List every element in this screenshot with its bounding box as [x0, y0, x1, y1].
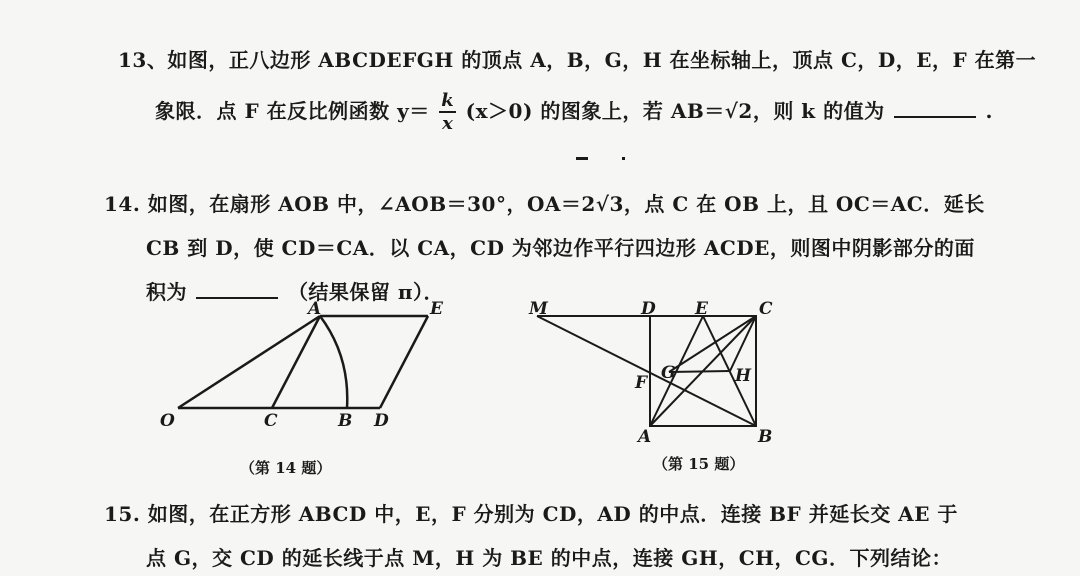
label-A: A: [308, 299, 322, 319]
label-G: G: [661, 363, 676, 383]
q14-text-1: 14. 如图，在扇形 AOB 中，∠AOB＝30°，OA＝2√3，点 C 在 OB 上，且 OC＝AC．延长: [104, 192, 985, 216]
fraction-numerator: k: [441, 90, 455, 111]
q14-text-3b: （结果保留 π）．: [287, 280, 445, 304]
label-F: F: [635, 373, 648, 393]
label-C: C: [264, 411, 278, 431]
label-E: E: [430, 299, 443, 319]
q13-text-2b: (x＞0) 的图象上，若 AB＝√2，则 k 的值为: [465, 99, 885, 123]
label-D: D: [374, 411, 389, 431]
q15-text-1: 15. 如图，在正方形 ABCD 中，E，F 分别为 CD，AD 的中点．连接 BF 并延长交 AE 于: [104, 502, 958, 526]
segment-GH: [669, 371, 730, 372]
fraction-denominator: x: [442, 113, 454, 134]
q13-text-end: .: [985, 99, 994, 123]
q14-line1: [104, 188, 985, 217]
q13-text-2a: 象限．点 F 在反比例函数 y＝: [155, 99, 430, 123]
label-B: B: [758, 427, 773, 446]
arc-AB: [320, 316, 347, 408]
label-M: M: [529, 299, 548, 319]
label-D: D: [641, 299, 656, 319]
q13-line2: [155, 92, 993, 133]
stray-mark: [576, 157, 588, 160]
q15-line1: [104, 498, 958, 527]
segment-OA: [178, 316, 320, 408]
caption-figure-14: （第 14 题）: [240, 459, 332, 477]
label-O: O: [160, 411, 175, 431]
segment-ED: [380, 316, 428, 408]
label-C: C: [759, 299, 773, 319]
figure-15: [525, 296, 795, 446]
q14-line2: [146, 232, 975, 261]
label-H: H: [735, 366, 752, 386]
q13-text-1: 13、如图，正八边形 ABCDEFGH 的顶点 A，B，G，H 在坐标轴上，顶点 C，D，E，F 在第一: [118, 48, 1037, 72]
fraction-k-over-x: [439, 92, 456, 133]
stray-dot: [622, 157, 625, 160]
label-B: B: [338, 411, 353, 431]
q14-text-2: CB 到 D，使 CD＝CA．以 CA，CD 为邻边作平行四边形 ACDE，则图中阴影部分的面: [146, 236, 975, 260]
label-A: A: [638, 427, 652, 446]
q13-line1: [118, 44, 1036, 73]
answer-blank-13: [894, 98, 976, 118]
caption-figure-15: （第 15 题）: [653, 455, 745, 473]
segment-AC: [272, 316, 320, 408]
q15-line2: [146, 542, 952, 571]
q15-text-2: 点 G，交 CD 的延长线于点 M，H 为 BE 的中点，连接 GH，CH，CG．下列结论：: [146, 546, 953, 570]
q14-text-3a: 积为: [146, 280, 187, 304]
label-E: E: [695, 299, 708, 319]
figure-14: [150, 296, 450, 436]
